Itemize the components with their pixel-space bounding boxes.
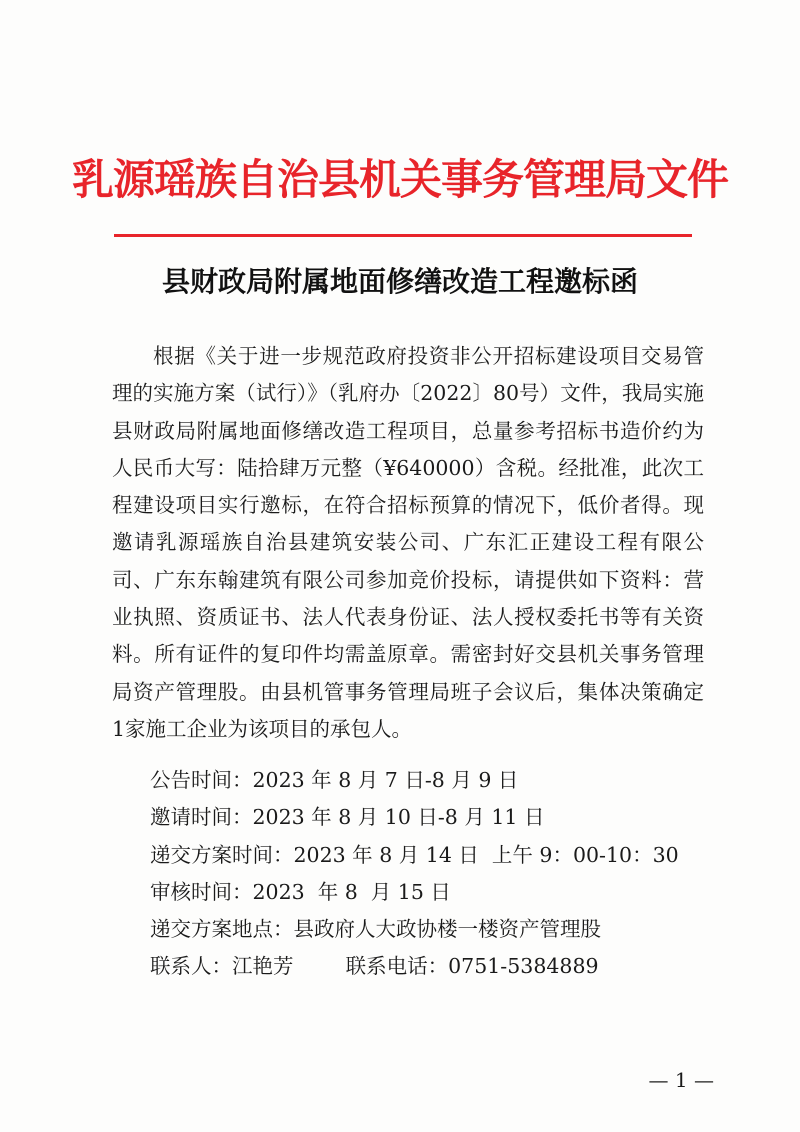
announce-time: 公告时间：2023 年 8 月 7 日-8 月 9 日: [150, 768, 519, 792]
review-time: 审核时间：2023 年 8 月 15 日: [150, 879, 451, 904]
document-header-org: 乳源瑶族自治县机关事务管理局文件: [71, 155, 728, 204]
body-paragraph: 根据《关于进一步规范政府投资非公开招标建设项目交易管理的实施方案（试行）》（乳府办〔2022〕80号）文件，我局实施县财政局附属地面修缮改造工程项目，总量参考招标书造价约为人民币大写：陆拾肆万元整（¥640000）含税。经批准，此次工程建设项目实行邀标，在符合招标预算的情况下，低价者得。现邀请乳源瑶族自治县建筑安装公司、广东汇正建设工程有限公司、广东东翰建筑有限公司参加竞价投标，请提供如下资料：营业执照、资质证书、法人代表身份证、法人授权委托书等有关资料。所有证件的复印件均需盖原章。需密封好交县机关事务管理局资产管理股。由县机管事务管理局班子会议后，集体决策确定 1家施工企业为该项目的承包人。: [112, 344, 704, 741]
submit-location: 递交方案地点：县政府人大政协楼一楼资产管理股: [150, 917, 601, 942]
info-list: [150, 762, 679, 986]
page-number: — 1 —: [648, 1068, 714, 1092]
document-title: 县财政局附属地面修缮改造工程邀标函: [161, 265, 638, 298]
contact-person: 联系人：江艳芳: [150, 954, 294, 979]
submit-time: 递交方案时间：2023 年 8 月 14 日 上午 9：00-10：30: [150, 842, 679, 867]
contact-spacer: [294, 954, 346, 978]
header-red-rule: [114, 234, 692, 237]
contact-phone: 联系电话：0751-5384889: [345, 954, 599, 979]
contact-row: [150, 948, 679, 985]
invite-time: 邀请时间：2023 年 8 月 10 日-8 月 11 日: [150, 805, 545, 830]
